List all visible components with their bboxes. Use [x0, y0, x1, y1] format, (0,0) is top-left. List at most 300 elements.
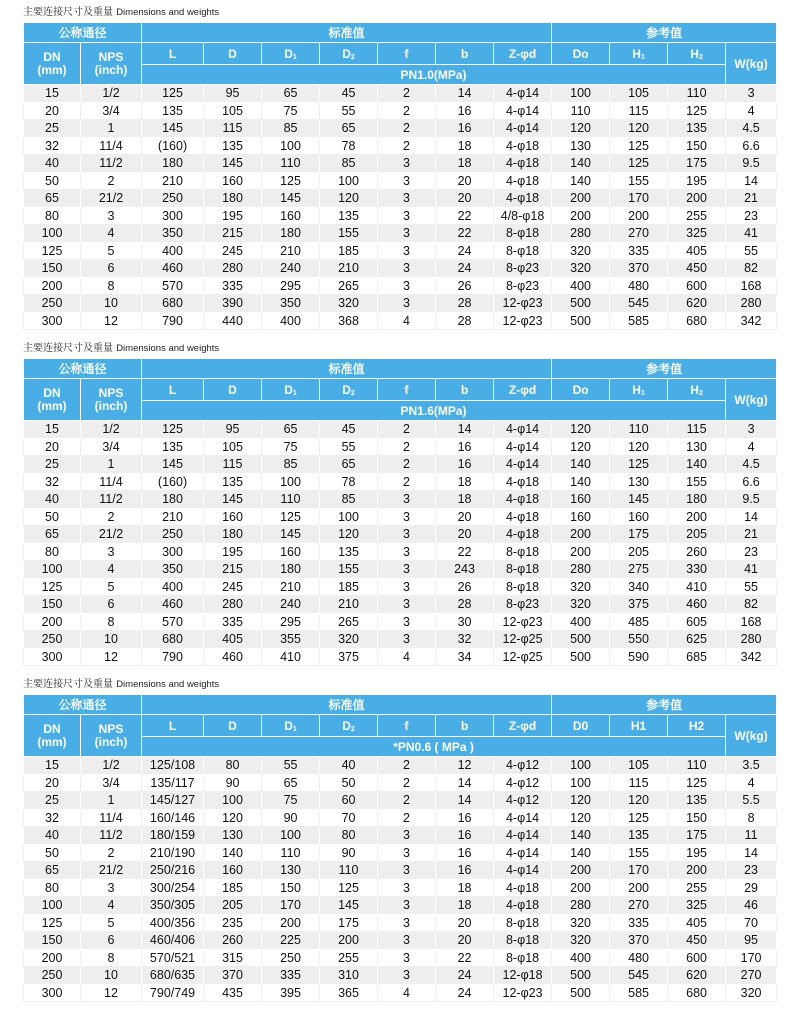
table-row [24, 596, 777, 614]
table-cell: 350 [142, 561, 204, 579]
table-cell: 155 [610, 844, 668, 862]
group-reference-header: 参考值 [552, 23, 777, 43]
table-cell: 30 [436, 613, 494, 631]
dimensions-table [23, 358, 777, 666]
table-cell: 365 [320, 984, 378, 1002]
table-cell: 135 [142, 438, 204, 456]
col-h2-header [668, 43, 726, 65]
table-cell: 6 [81, 596, 142, 614]
table-cell: 240 [262, 260, 320, 278]
table-cell: 26 [436, 578, 494, 596]
table-cell: 24 [436, 242, 494, 260]
table-cell: 75 [262, 438, 320, 456]
col-nps-header-label: NPS [98, 721, 124, 736]
col-h2-header-text: H2 [688, 718, 705, 733]
table-cell: 110 [552, 102, 610, 120]
table-cell: 160 [204, 508, 262, 526]
col-zd-header [494, 43, 552, 65]
table-cell: 243 [436, 561, 494, 579]
table-cell: 8-φ18 [494, 543, 552, 561]
table-cell: 280 [552, 561, 610, 579]
table-row [24, 277, 777, 295]
table-cell: 570/521 [142, 949, 204, 967]
col-d2-header-sub: 2 [350, 53, 355, 61]
table-cell: 65 [24, 190, 81, 208]
table-cell: 370 [610, 260, 668, 278]
table-body [24, 421, 777, 666]
col-d2-header [320, 379, 378, 401]
table-cell: 590 [610, 648, 668, 666]
table-cell: 32 [24, 473, 81, 491]
table-cell: 12 [81, 648, 142, 666]
table-caption [23, 678, 776, 694]
table-cell: 140 [552, 473, 610, 491]
table-cell: 2 [378, 137, 436, 155]
table-cell: 65 [262, 85, 320, 103]
table-cell: 125 [610, 456, 668, 474]
table-cell: 20 [436, 932, 494, 950]
col-nps-header-label: NPS [98, 49, 124, 64]
table-cell: 6 [81, 932, 142, 950]
table-cell: 2 [378, 438, 436, 456]
table-cell: 21/2 [81, 190, 142, 208]
table-cell: 370 [610, 932, 668, 950]
table-cell: 368 [320, 312, 378, 330]
table-row [24, 473, 777, 491]
table-cell: 320 [320, 631, 378, 649]
table-cell: 85 [320, 155, 378, 173]
table-cell: 20 [24, 102, 81, 120]
table-cell: 45 [320, 421, 378, 439]
table-cell: 65 [262, 774, 320, 792]
table-cell: 180 [142, 155, 204, 173]
table-cell: 65 [320, 120, 378, 138]
table-cell: 22 [436, 543, 494, 561]
table-cell: 125 [262, 508, 320, 526]
col-do-header-text: Do [572, 382, 589, 397]
table-cell: 2 [378, 792, 436, 810]
table-cell: 170 [726, 949, 777, 967]
table-cell: 14 [436, 792, 494, 810]
table-cell: 78 [320, 473, 378, 491]
col-h2-header-sub: 2 [698, 53, 703, 61]
table-cell: 8-φ18 [494, 561, 552, 579]
table-cell: 20 [436, 914, 494, 932]
table-cell: 6.6 [726, 473, 777, 491]
table-cell: 100 [204, 792, 262, 810]
table-cell: 21 [726, 526, 777, 544]
table-row [24, 792, 777, 810]
table-cell: 210 [262, 242, 320, 260]
group-reference-header: 参考值 [552, 359, 777, 379]
table-cell: 480 [610, 277, 668, 295]
table-cell: 185 [320, 578, 378, 596]
table-cell: 100 [320, 508, 378, 526]
table-cell: 4/8-φ18 [494, 207, 552, 225]
col-h1-header-sub: 1 [640, 53, 645, 61]
col-h2-header [668, 379, 726, 401]
table-cell: 4 [378, 312, 436, 330]
table-cell: 340 [610, 578, 668, 596]
table-cell: 90 [320, 844, 378, 862]
table-cell: 280 [204, 596, 262, 614]
table-cell: 620 [668, 967, 726, 985]
table-cell: 4-φ14 [494, 102, 552, 120]
table-cell: 155 [320, 225, 378, 243]
table-cell: 80 [24, 207, 81, 225]
table-cell: 600 [668, 949, 726, 967]
table-cell: 75 [262, 102, 320, 120]
table-cell: 500 [552, 648, 610, 666]
table-cell: 480 [610, 949, 668, 967]
table-cell: 320 [726, 984, 777, 1002]
table-cell: 1/2 [81, 85, 142, 103]
col-dn-header-unit: (mm) [37, 398, 67, 413]
table-cell: 8 [81, 949, 142, 967]
table-cell: 8 [726, 809, 777, 827]
table-cell: 325 [668, 225, 726, 243]
table-cell: 70 [726, 914, 777, 932]
table-cell: 280 [552, 225, 610, 243]
table-cell: 790 [142, 312, 204, 330]
table-cell: 80 [24, 879, 81, 897]
col-f-header-text: f [404, 382, 409, 397]
caption-en: Dimensions and weights [116, 343, 220, 354]
col-l-header-text: L [168, 718, 177, 733]
table-cell: 170 [610, 190, 668, 208]
table-cell: 585 [610, 984, 668, 1002]
table-cell: 45 [320, 85, 378, 103]
table-cell: 95 [204, 421, 262, 439]
table-cell: 3 [378, 932, 436, 950]
col-do-header [552, 379, 610, 401]
table-cell: 325 [668, 897, 726, 915]
table-cell: 65 [24, 526, 81, 544]
table-cell: 485 [610, 613, 668, 631]
table-cell: 335 [204, 613, 262, 631]
col-do-header-text: Do [572, 46, 589, 61]
table-cell: 570 [142, 613, 204, 631]
table-cell: 9.5 [726, 491, 777, 509]
table-cell: 4 [378, 984, 436, 1002]
table-cell: 28 [436, 295, 494, 313]
table-cell: 65 [24, 862, 81, 880]
table-cell: 100 [552, 85, 610, 103]
table-cell: 200 [552, 543, 610, 561]
table-row [24, 967, 777, 985]
col-f-header [378, 379, 436, 401]
table-cell: 625 [668, 631, 726, 649]
table-cell: 200 [552, 526, 610, 544]
table-cell: 21 [726, 190, 777, 208]
table-cell: 320 [552, 932, 610, 950]
table-cell: 3 [378, 897, 436, 915]
table-cell: 605 [668, 613, 726, 631]
table-cell: 225 [262, 932, 320, 950]
table-cell: 160 [262, 207, 320, 225]
table-cell: 32 [436, 631, 494, 649]
table-cell: 12-φ25 [494, 648, 552, 666]
table-cell: 95 [204, 85, 262, 103]
table-cell: 8-φ18 [494, 932, 552, 950]
table-row [24, 526, 777, 544]
table-cell: 200 [320, 932, 378, 950]
table-cell: 4-φ14 [494, 862, 552, 880]
col-l-header [142, 715, 204, 737]
table-cell: 8 [81, 613, 142, 631]
col-h2-header-text: H [690, 382, 699, 397]
table-cell: 100 [24, 561, 81, 579]
table-row [24, 844, 777, 862]
table-row [24, 225, 777, 243]
table-cell: 310 [320, 967, 378, 985]
col-nps-header-label: NPS [98, 385, 124, 400]
table-cell: 3 [81, 879, 142, 897]
table-cell: 15 [24, 85, 81, 103]
table-cell: 300 [24, 312, 81, 330]
table-row [24, 120, 777, 138]
table-header [24, 359, 777, 421]
table-cell: 245 [204, 242, 262, 260]
col-h1-header [610, 43, 668, 65]
table-cell: 3/4 [81, 102, 142, 120]
table-cell: 3 [378, 561, 436, 579]
table-cell: 205 [668, 526, 726, 544]
table-cell: 350 [262, 295, 320, 313]
table-cell: 16 [436, 102, 494, 120]
col-nps-header-unit: (inch) [94, 734, 128, 749]
table-cell: 135 [142, 102, 204, 120]
table-cell: 395 [262, 984, 320, 1002]
table-cell: 8-φ23 [494, 596, 552, 614]
table-header [24, 23, 777, 85]
table-cell: 135 [668, 792, 726, 810]
table-cell: 200 [24, 613, 81, 631]
table-cell: 120 [552, 438, 610, 456]
table-cell: 120 [552, 421, 610, 439]
caption-cn: 主要连接尺寸及重量 [23, 343, 113, 354]
table-cell: 160 [552, 508, 610, 526]
table-cell: 400 [142, 242, 204, 260]
table-cell: 20 [436, 526, 494, 544]
table-cell: 20 [436, 508, 494, 526]
table-cell: 115 [668, 421, 726, 439]
table-cell: 410 [668, 578, 726, 596]
table-cell: 4 [81, 561, 142, 579]
table-cell: 2 [378, 774, 436, 792]
table-cell: 4-φ18 [494, 897, 552, 915]
col-dn-header [24, 379, 81, 421]
col-d2-header-text: D [342, 46, 351, 61]
table-cell: 23 [726, 543, 777, 561]
table-cell: 2 [81, 508, 142, 526]
table-cell: 25 [24, 120, 81, 138]
caption-en: Dimensions and weights [116, 7, 220, 18]
table-row [24, 984, 777, 1002]
table-row [24, 137, 777, 155]
table-cell: 150 [24, 596, 81, 614]
col-h1-header-text: H1 [630, 718, 647, 733]
col-zd-header-text: Z-φd [508, 46, 537, 61]
col-d1-header-text: D [284, 46, 293, 61]
table-cell: 46 [726, 897, 777, 915]
table-cell: 1/2 [81, 757, 142, 775]
table-cell: 140 [668, 456, 726, 474]
table-cell: 145 [320, 897, 378, 915]
col-dn-header-unit: (mm) [37, 734, 67, 749]
table-cell: 12 [81, 984, 142, 1002]
table-cell: 115 [204, 120, 262, 138]
spec-table-section [23, 6, 776, 330]
table-cell: 4-φ14 [494, 421, 552, 439]
col-d2-header [320, 43, 378, 65]
table-cell: 550 [610, 631, 668, 649]
table-cell: 460/406 [142, 932, 204, 950]
table-row [24, 295, 777, 313]
table-cell: 265 [320, 613, 378, 631]
col-nps-header-unit: (inch) [94, 398, 128, 413]
table-cell: 3 [378, 172, 436, 190]
table-cell: 14 [436, 774, 494, 792]
table-cell: 18 [436, 473, 494, 491]
table-row [24, 508, 777, 526]
table-cell: 175 [320, 914, 378, 932]
table-cell: 90 [262, 809, 320, 827]
table-cell: 4-φ14 [494, 844, 552, 862]
table-cell: 160 [204, 172, 262, 190]
table-cell: 120 [204, 809, 262, 827]
group-standard-header: 标准值 [142, 359, 552, 379]
table-cell: 50 [24, 172, 81, 190]
table-cell: 185 [320, 242, 378, 260]
table-cell: 4-φ18 [494, 491, 552, 509]
table-cell: 500 [552, 631, 610, 649]
table-cell: 405 [668, 242, 726, 260]
table-cell: 55 [726, 242, 777, 260]
table-row [24, 862, 777, 880]
col-d1-header-sub: 1 [292, 53, 297, 61]
table-cell: 3 [378, 260, 436, 278]
table-cell: 140 [552, 844, 610, 862]
table-cell: 680 [668, 984, 726, 1002]
table-cell: 3 [378, 207, 436, 225]
table-cell: 4.5 [726, 456, 777, 474]
table-cell: 3 [378, 631, 436, 649]
table-cell: 460 [204, 648, 262, 666]
table-cell: 350/305 [142, 897, 204, 915]
table-cell: 115 [610, 102, 668, 120]
table-cell: 175 [668, 827, 726, 845]
table-cell: 120 [610, 792, 668, 810]
table-cell: 3/4 [81, 774, 142, 792]
table-caption [23, 342, 776, 358]
table-cell: 9.5 [726, 155, 777, 173]
table-cell: 150 [24, 932, 81, 950]
table-cell: 275 [610, 561, 668, 579]
col-d1-header-sub: 1 [292, 389, 297, 397]
table-cell: 3 [81, 207, 142, 225]
table-cell: 3 [378, 967, 436, 985]
table-cell: 3 [378, 862, 436, 880]
table-cell: 180 [204, 190, 262, 208]
table-cell: 23 [726, 862, 777, 880]
table-cell: 100 [24, 225, 81, 243]
table-cell: 140 [552, 456, 610, 474]
table-cell: 155 [320, 561, 378, 579]
col-zd-header-text: Z-φd [508, 718, 537, 733]
table-cell: 11/4 [81, 809, 142, 827]
table-cell: 210 [142, 508, 204, 526]
table-cell: 255 [668, 207, 726, 225]
table-cell: 620 [668, 295, 726, 313]
table-cell: 405 [204, 631, 262, 649]
table-cell: 3 [378, 526, 436, 544]
table-cell: 200 [552, 190, 610, 208]
table-cell: 155 [610, 172, 668, 190]
table-cell: 4-φ12 [494, 774, 552, 792]
table-cell: 32 [24, 137, 81, 155]
col-do-header [552, 715, 610, 737]
table-row [24, 827, 777, 845]
table-cell: 105 [610, 85, 668, 103]
table-cell: 210 [320, 260, 378, 278]
table-cell: 3 [378, 844, 436, 862]
table-cell: 12-φ25 [494, 631, 552, 649]
col-h1-header-text: H [632, 382, 641, 397]
col-dn-header-label: DN [43, 385, 61, 400]
table-cell: 100 [552, 757, 610, 775]
table-cell: 680 [142, 631, 204, 649]
table-cell: 200 [668, 508, 726, 526]
table-cell: 12-φ23 [494, 295, 552, 313]
col-b-header-text: b [460, 718, 469, 733]
table-cell: 2 [378, 809, 436, 827]
col-weight-header: W(kg) [726, 715, 777, 757]
col-d1-header [262, 379, 320, 401]
col-f-header [378, 43, 436, 65]
table-cell: 135/117 [142, 774, 204, 792]
table-cell: 110 [262, 844, 320, 862]
table-cell: 20 [436, 190, 494, 208]
table-cell: 140 [204, 844, 262, 862]
table-cell: 100 [320, 172, 378, 190]
table-cell: 320 [552, 578, 610, 596]
col-d1-header [262, 43, 320, 65]
table-cell: 120 [552, 809, 610, 827]
table-cell: 120 [610, 438, 668, 456]
table-cell: 65 [320, 456, 378, 474]
table-cell: 6 [81, 260, 142, 278]
table-cell: 21/2 [81, 526, 142, 544]
col-dn-header-label: DN [43, 721, 61, 736]
col-dn-header [24, 43, 81, 85]
table-cell: 135 [204, 137, 262, 155]
table-cell: 105 [204, 438, 262, 456]
table-cell: 500 [552, 984, 610, 1002]
table-cell: 300 [142, 207, 204, 225]
caption-cn: 主要连接尺寸及重量 [23, 7, 113, 18]
table-cell: 16 [436, 844, 494, 862]
table-cell: 1 [81, 456, 142, 474]
table-cell: 180 [142, 491, 204, 509]
table-cell: 3 [378, 295, 436, 313]
table-cell: 16 [436, 809, 494, 827]
table-cell: 50 [24, 844, 81, 862]
table-row [24, 631, 777, 649]
table-cell: 145 [204, 491, 262, 509]
table-cell: 10 [81, 631, 142, 649]
table-cell: 65 [262, 421, 320, 439]
